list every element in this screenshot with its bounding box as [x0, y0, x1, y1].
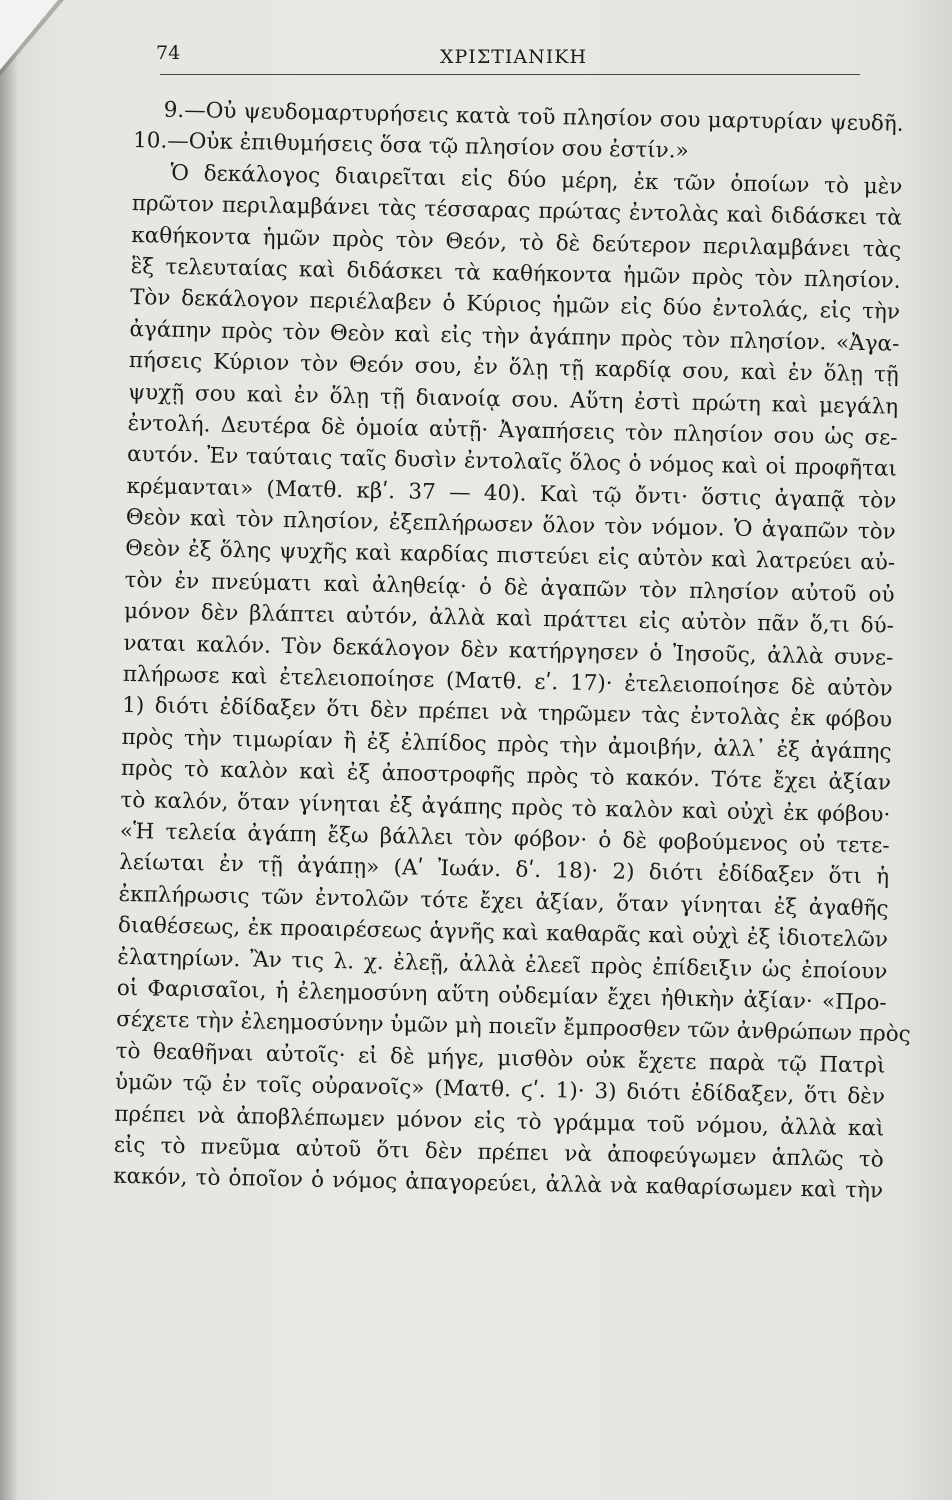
- running-head: ΧΡΙΣΤΙΑΝΙΚΗ: [440, 46, 588, 68]
- text-line: πρὸς τὸ καλὸν καὶ ἐξ ἀποστροφῆς πρὸς τὸ κακόν. Τότε ἔχει ἀξίαν: [120, 756, 892, 796]
- text-line: 10.—Οὐκ ἐπιθυμήσεις ὅσα τῷ πλησίον σου ἐστίν.»: [132, 128, 689, 165]
- text-line: μόνον δὲν βλάπτει αὐτόν, ἀλλὰ καὶ πράττει εἰς αὐτὸν πᾶν ὅ,τι δύ-: [123, 599, 895, 639]
- header-rule: [160, 74, 860, 75]
- text-line: λείωται ἐν τῇ ἀγάπῃ» (Αʹ Ἰωάν. δʹ. 18)· 2) διότι ἐδίδαξεν ὅτι ἡ: [118, 850, 890, 891]
- text-line: πρέπει νὰ ἀποβλέπωμεν μόνον εἰς τὸ γράμμα τοῦ νόμου, ἀλλὰ καὶ: [114, 1101, 885, 1142]
- text-line: διαθέσεως, ἐκ προαιρέσεως ἁγνῆς καὶ καθαρᾶς καὶ οὐχὶ ἐξ ἰδιοτελῶν: [117, 913, 889, 953]
- text-line: αυτόν. Ἐν ταύταις ταῖς δυσὶν ἐντολαῖς ὅλος ὁ νόμος καὶ οἱ προφῆται: [126, 442, 898, 483]
- text-line: οἱ Φαρισαῖοι, ἡ ἐλεημοσύνη αὕτη οὐδεμίαν ἔχει ἠθικὴν ἀξίαν· «Προ-: [116, 975, 887, 1016]
- text-line: ὑμῶν τῷ ἐν τοῖς οὐρανοῖς» (Ματθ. ϛʹ. 1)· 3) διότι ἐδίδαξεν, ὅτι δὲν: [114, 1069, 886, 1110]
- text-line: τὸ καλόν, ὅταν γίνηται ἐξ ἀγάπης πρὸς τὸ καλὸν καὶ οὐχὶ ἐκ φόβου·: [120, 787, 891, 828]
- text-line: εἰς τὸ πνεῦμα αὐτοῦ ὅτι δὲν πρέπει νὰ ἀποφεύγωμεν ἁπλῶς τὸ: [113, 1132, 884, 1173]
- body-text: [112, 94, 911, 1207]
- text-line: κακόν, τὸ ὁποῖον ὁ νόμος ἀπαγορεύει, ἀλλὰ νὰ καθαρίσωμεν καὶ τὴν: [112, 1164, 884, 1204]
- text-line: ἐντολή. Δευτέρα δὲ ὁμοία αὐτῇ· Ἀγαπήσεις τὸν πλησίον σου ὡς σε-: [127, 410, 898, 451]
- page-number: 74: [156, 42, 181, 64]
- folded-corner: [0, 0, 58, 70]
- text-line: πρῶτον περιλαμβάνει τὰς τέσσαρας πρώτας ἐντολὰς καὶ διδάσκει τὰ: [131, 191, 902, 231]
- text-line: ναται καλόν. Τὸν δεκάλογον δὲν κατήργησεν ὁ Ἰησοῦς, ἀλλὰ συνε-: [123, 630, 894, 671]
- text-line: ἐλατηρίων. Ἂν τις λ. χ. ἐλεῇ, ἀλλὰ ἐλεεῖ πρὸς ἐπίδειξιν ὡς ἐποίουν: [117, 944, 888, 985]
- text-line: «Ἡ τελεία ἀγάπη ἔξω βάλλει τὸν φόβον· ὁ δὲ φοβούμενος οὐ τετε-: [119, 818, 890, 859]
- text-line: Ὁ δεκάλογος διαιρεῖται εἰς δύο μέρη, ἐκ τῶν ὁποίων τὸ μὲν: [170, 160, 903, 200]
- text-line: ἐκπλήρωσις τῶν ἐντολῶν τότε ἔχει ἀξίαν, ὅταν γίνηται ἐξ ἀγαθῆς: [118, 881, 889, 922]
- text-line: ψυχῇ σου καὶ ἐν ὅλῃ τῇ διανοίᾳ σου. Αὕτη ἐστὶ πρώτη καὶ μεγάλη: [128, 379, 899, 420]
- text-line: Θεὸν καὶ τὸν πλησίον, ἐξεπλήρωσεν ὅλον τὸν νόμον. Ὁ ἀγαπῶν τὸν: [125, 505, 896, 545]
- text-line: πήσεις Κύριον τὸν Θεόν σου, ἐν ὅλῃ τῇ καρδίᾳ σου, καὶ ἐν ὅλῃ τῇ: [128, 348, 899, 388]
- text-line: 1) διότι ἐδίδαξεν ὅτι δὲν πρέπει νὰ τηρῶμεν τὰς ἐντολὰς ἐκ φόβου: [122, 693, 893, 734]
- text-line: ἓξ τελευταίας καὶ διδάσκει τὰ καθήκοντα ἡμῶν πρὸς τὸν πλησίον.: [130, 253, 901, 294]
- text-line: πλήρωσε καὶ ἐτελειοποίησε (Ματθ. εʹ. 17)· ἐτελειοποίησε δὲ αὐτὸν: [122, 661, 893, 702]
- text-line: τὸ θεαθῆναι αὐτοῖς· εἰ δὲ μήγε, μισθὸν οὐκ ἔχετε παρὰ τῷ Πατρὶ: [115, 1038, 886, 1079]
- binding-shadow: [0, 0, 18, 1500]
- text-line: καθήκοντα ἡμῶν πρὸς τὸν Θεόν, τὸ δὲ δεύτερον περιλαμβάνει τὰς: [131, 222, 902, 263]
- text-line: κρέμανται» (Ματθ. κβʹ. 37 — 40). Καὶ τῷ ὄντι· ὅστις ἀγαπᾷ τὸν: [126, 473, 897, 514]
- text-line: ἀγάπην πρὸς τὸν Θεὸν καὶ εἰς τὴν ἀγάπην πρὸς τὸν πλησίον. «Ἀγα-: [129, 316, 900, 357]
- text-line: Θεὸν ἐξ ὅλης ψυχῆς καὶ καρδίας πιστεύει εἰς αὐτὸν καὶ λατρεύει αὐ-: [125, 536, 896, 577]
- page-header: [150, 38, 890, 78]
- text-line: τὸν ἐν πνεύματι καὶ ἀληθείᾳ· ὁ δὲ ἀγαπῶν τὸν πλησίον αὐτοῦ οὐ: [124, 567, 895, 608]
- text-line: 9.—Οὐ ψευδομαρτυρήσεις κατὰ τοῦ πλησίον σου μαρτυρίαν ψευδῆ.: [163, 97, 904, 137]
- text-line: πρὸς τὴν τιμωρίαν ἢ ἐξ ἐλπίδος πρὸς τὴν ἀμοιβήν, ἀλλ᾽ ἐξ ἀγάπης: [121, 724, 892, 765]
- text-line: σέχετε τὴν ἐλεημοσύνην ὑμῶν μὴ ποιεῖν ἔμπροσθεν τῶν ἀνθρώπων πρὸς: [115, 1007, 911, 1048]
- text-line: Τὸν δεκάλογον περιέλαβεν ὁ Κύριος ἡμῶν εἰς δύο ἐντολάς, εἰς τὴν: [129, 285, 901, 326]
